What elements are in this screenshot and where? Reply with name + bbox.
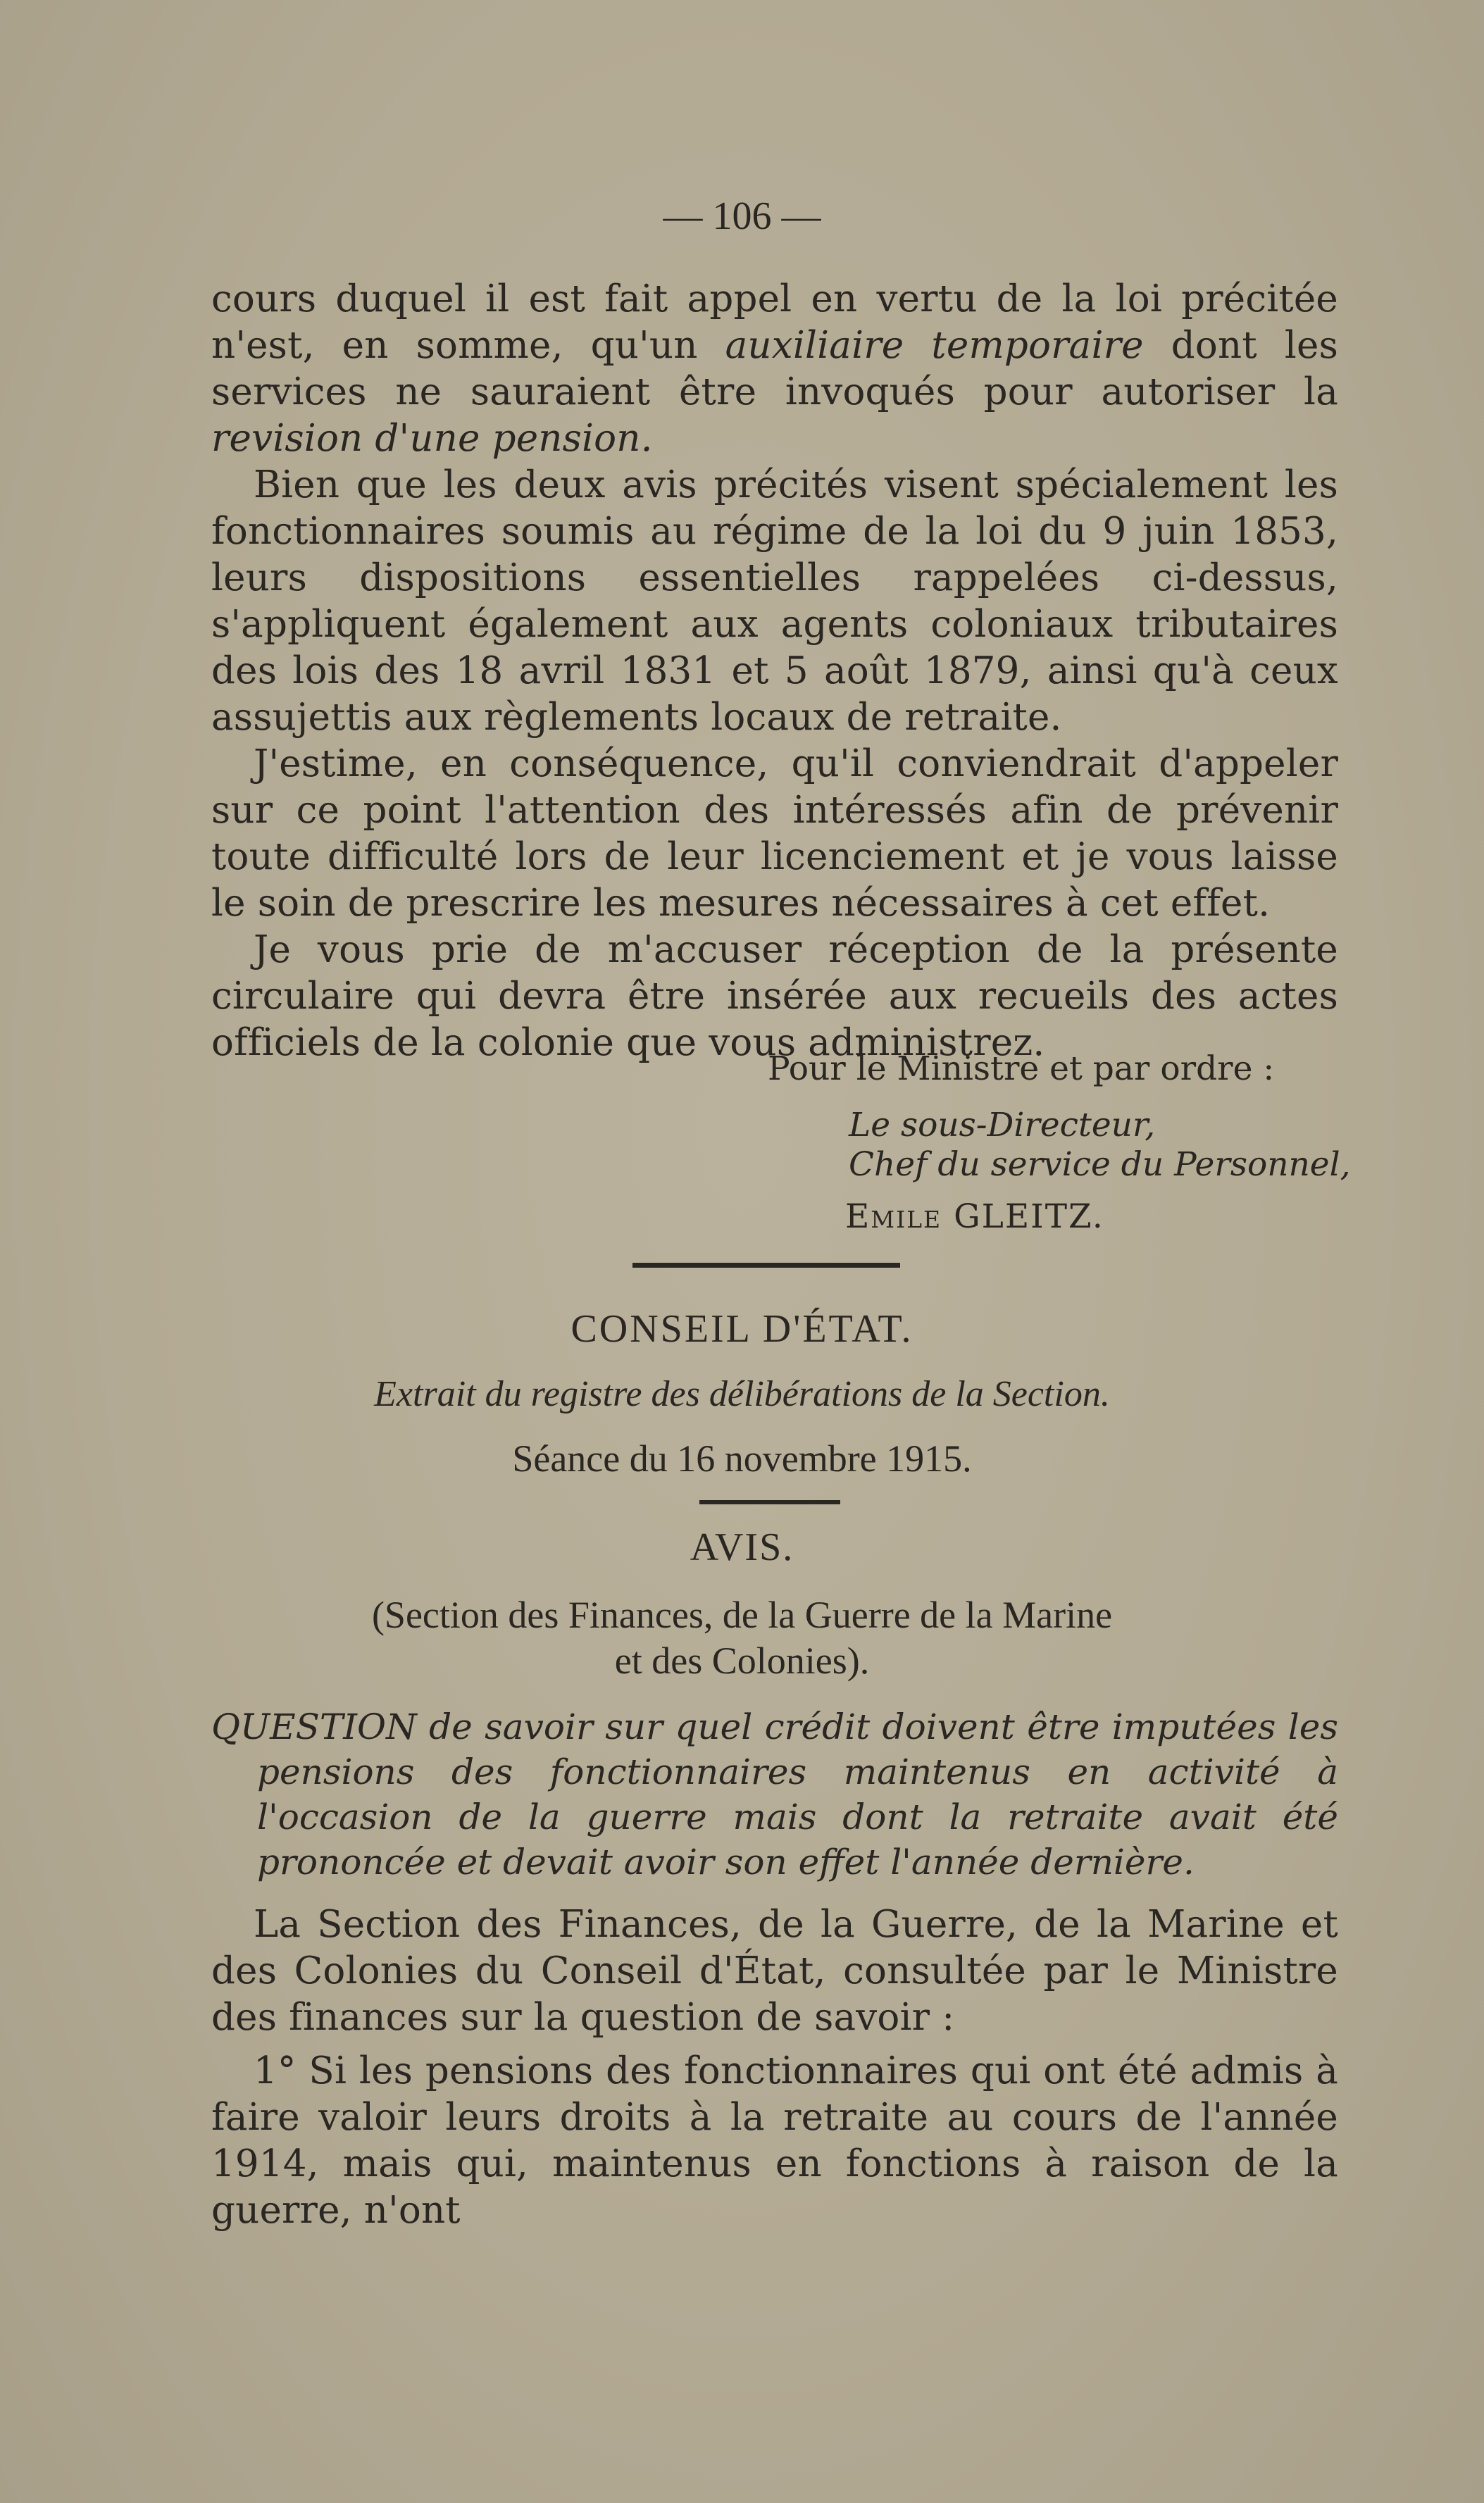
paragraph-4: Je vous prie de m'accuser réception de la présente circulaire qui devra être insérée aux recueils des actes officiels de la colonie que vous administrez. bbox=[211, 928, 1338, 1064]
paragraph-1-text-mid: dont les services ne sauraient être invoqués pour autoriser la bbox=[211, 324, 1338, 413]
section-title: CONSEIL D'ÉTAT. bbox=[570, 1307, 914, 1351]
body-text-bottom bbox=[211, 1902, 1338, 2234]
signature-name: Emile GLEITZ. bbox=[845, 1197, 1104, 1236]
signature-line-1: Pour le Ministre et par ordre : bbox=[768, 1049, 1275, 1088]
section-subtitle: Extrait du registre des délibérations de la Section. bbox=[374, 1374, 1110, 1414]
signature-line-2: Le sous-Directeur, bbox=[849, 1106, 1156, 1144]
page-number: — 106 — bbox=[663, 194, 821, 238]
signature-line-3: Chef du service du Personnel, bbox=[849, 1145, 1351, 1184]
paragraph-2: Bien que les deux avis précités visent spécialement les fonctionnaires soumis au régime de la loi du 9 juin 1853, leurs dispositions essentielles rappelées ci-dessus, s'appliquent également aux agents coloniaux tributaires des lois des 18 avril 1831 et 5 août 1879, ainsi qu'à ceux assujettis aux règlements locaux de retraite. bbox=[211, 463, 1338, 739]
body-text-top bbox=[211, 276, 1338, 1066]
divider-rule-1 bbox=[632, 1263, 900, 1268]
signature-block bbox=[704, 1049, 1351, 1247]
question-paragraph: QUESTION de savoir sur quel crédit doivent être imputées les pensions des fonctionnaires maintenus en activité à l'occasion de la guerre mais dont la retraite avait été prononcée et devait avoir son effet l'année dernière. bbox=[211, 1706, 1338, 1883]
session-date: Séance du 16 novembre 1915. bbox=[512, 1437, 972, 1480]
divider-rule-2 bbox=[699, 1500, 840, 1504]
paragraph-1-italic-a: auxiliaire temporaire bbox=[725, 324, 1144, 367]
paragraph-1 bbox=[211, 276, 1338, 462]
paragraph-1-text: cours duquel il est fait appel en vertu de la loi précitée n'est, en somme, qu'un bbox=[211, 277, 1338, 367]
avis-heading: AVIS. bbox=[690, 1525, 794, 1569]
paragraph-1-italic-b: revision d'une pension. bbox=[211, 417, 653, 460]
section-line-1: (Section des Finances, de la Guerre de la Marine bbox=[371, 1594, 1113, 1636]
paragraph-3: J'estime, en conséquence, qu'il conviendrait d'appeler sur ce point l'attention des intéressés afin de prévenir toute difficulté lors de leur licenciement et je vous laisse le soin de prescrire les mesures nécessaires à cet effet. bbox=[211, 742, 1338, 925]
paragraph-5: La Section des Finances, de la Guerre, de la Marine et des Colonies du Conseil d'État, consultée par le Ministre des finances sur la question de savoir : bbox=[211, 1903, 1338, 2039]
paragraph-6: 1° Si les pensions des fonctionnaires qui ont été admis à faire valoir leurs droits à la retraite au cours de l'année 1914, mais qui, maintenus en fonctions à raison de la guerre, n'ont bbox=[211, 2049, 1338, 2232]
section-line-2: et des Colonies). bbox=[614, 1640, 870, 1682]
